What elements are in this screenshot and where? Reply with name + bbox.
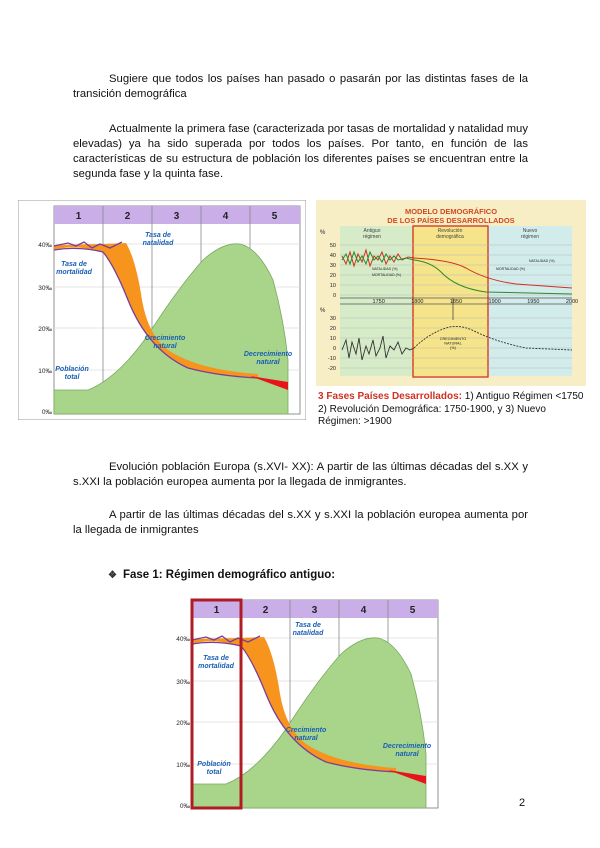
transition-chart [18,200,306,420]
region-label: Nuevo [522,228,538,234]
paragraph-europe-text: Evolución población Europa (s.XVI- XX): A partir de las últimas décadas del s.XX y s.XXI la población europea aumenta por la llegada de inmigrantes. [73,461,528,488]
phase-label-2: 2 [124,211,131,222]
crecimiento-label: Crecimiento natural [285,727,327,742]
y-tick-label: -20 [328,366,336,372]
section-heading [108,569,335,581]
y-tick-label: 10‰ [176,762,190,769]
y-tick-label: 0‰ [41,409,52,416]
transition-chart-phase1 [158,594,444,812]
decrecimiento-label: Decrecimiento natural [382,743,432,758]
y-tick-label: 20 [329,326,336,332]
phase-label-4: 4 [360,605,367,616]
y-tick-label: 30 [329,263,336,269]
caption-text: 1) Antiguo Régimen <1750 2) Revolución Demográfica: 1750-1900, y 3) Nuevo Régimen: >1900 [318,391,584,427]
paragraph-intro-text: Sugiere que todos los países han pasado o pasarán por las distintas fases de la transición demográfica [73,73,528,100]
y-tick-label: 10 [329,336,336,342]
y-tick-label: 30‰ [176,679,190,686]
decrecimiento-label: Decrecimiento natural [243,351,293,366]
phase-label-3: 3 [173,211,180,222]
phase-label-5: 5 [409,605,416,616]
paragraph-intro [73,72,528,102]
paragraph-immigration [73,508,528,538]
y-tick-label: 20 [329,273,336,279]
section-heading-text: Fase 1: Régimen demográfico antiguo: [122,569,336,581]
x-tick-label: 1800 [411,299,424,305]
page-number: 2 [519,797,526,809]
y-tick-label: 20‰ [38,326,52,333]
mortalidad-label: Tasa de mortalidad [56,261,92,276]
phase-label-2: 2 [262,605,269,616]
y-unit-label: % [320,230,326,236]
y-unit-label: % [320,308,326,314]
x-tick-label: 1750 [372,299,385,305]
model-title-line1: MODELO DEMOGRÁFICO [404,207,498,216]
y-tick-label: 50 [329,243,336,249]
phase-label-5: 5 [271,211,278,222]
poblacion-label: Población total [55,366,89,381]
region-label: régimen [520,234,540,240]
y-tick-label: 0 [332,293,336,299]
natalidad-label: Tasa de natalidad [292,622,324,637]
paragraph-immigration-text: A partir de las últimas décadas del s.XX y s.XXI la población europea aumenta por la llegada de inmigrantes [73,509,528,536]
y-tick-label: 40‰ [38,242,52,249]
model-natalidad-annot-right: NATALIDAD (%) [529,259,555,263]
region-label: Revolución [437,228,463,234]
y-tick-label: 40 [329,253,336,259]
y-tick-label: 10‰ [38,368,52,375]
paragraph-phases [73,122,528,182]
y-tick-label: 40‰ [176,636,190,643]
model-mortalidad-annot-right: MORTALIDAD (%) [496,267,526,271]
diamond-bullet-icon: ❖ [108,570,117,581]
paragraph-phases-text: Actualmente la primera fase (caracterizada por tasas de mortalidad y natalidad muy elevadas) ya ha sido superada por todos los países. Por tanto, en función de las características de su estructura de población los diferentes países se encuentran entre la segunda fase y la quinta fase. [73,123,528,180]
model-caption [318,391,586,429]
phase-label-1: 1 [75,211,82,222]
model-crecimiento-annot: CRECIMIENTO NATURAL (%) [439,337,467,350]
phase-label-3: 3 [311,605,318,616]
model-title-line2: DE LOS PAÍSES DESARROLLADOS [387,216,515,225]
x-tick-label: 2000 [565,299,579,305]
x-tick-label: 1900 [488,299,501,305]
model-chart [316,200,586,386]
x-tick-label: 1850 [449,299,463,305]
model-natalidad-annot: NATALIDAD (%) [372,267,398,271]
region-label: demográfica [436,234,464,240]
natalidad-label: Tasa de natalidad [142,232,174,247]
mortalidad-label: Tasa de mortalidad [198,655,234,670]
y-tick-label: 0‰ [179,803,190,810]
y-tick-label: 0 [332,346,336,352]
paragraph-europe [73,460,528,490]
phase-label-1: 1 [213,605,220,616]
y-tick-label: 10 [329,283,336,289]
x-tick-label: 1950 [527,299,540,305]
caption-highlight: 3 Fases Países Desarrollados: [318,391,462,402]
y-tick-label: 30 [329,316,336,322]
poblacion-label: Población total [197,761,231,776]
phase-label-4: 4 [222,211,229,222]
y-tick-label: 30‰ [38,285,52,292]
crecimiento-label: Crecimiento natural [144,335,186,350]
y-tick-label: 20‰ [176,720,190,727]
region-label: Antiguo [363,228,381,234]
y-tick-label: -10 [328,356,336,362]
region-label: régimen [362,234,382,240]
model-mortalidad-annot: MORTALIDAD (%) [372,273,402,277]
